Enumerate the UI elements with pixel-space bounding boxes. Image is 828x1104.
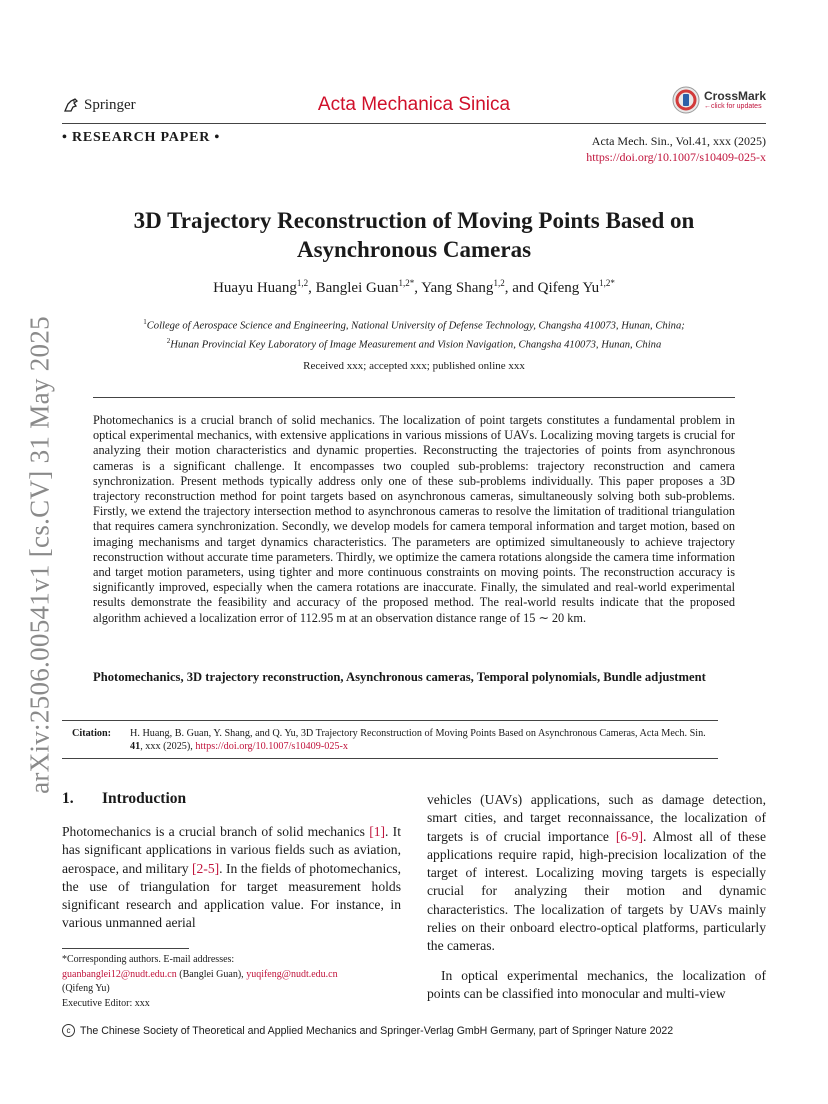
- received-dates: Received xxx; accepted xxx; published online xxx: [303, 360, 525, 372]
- arxiv-identifier: arXiv:2506.00541v1 [cs.CV] 31 May 2025: [24, 316, 55, 794]
- footnote-author-name: (Banglei Guan),: [176, 968, 247, 980]
- section-title: Introduction: [102, 790, 187, 807]
- affiliation-2-text: Hunan Provincial Key Laboratory of Image Measurement and Vision Navigation, Changsha 410073, Hunan, China: [170, 339, 662, 351]
- crossmark-subtitle: ←click for updates: [704, 103, 762, 110]
- citation-box: [72, 727, 716, 753]
- affiliation-1-number: 1: [143, 318, 147, 326]
- journal-reference: [440, 133, 766, 165]
- citation-text-year: , xxx (2025),: [140, 741, 196, 752]
- citation-bottom-divider: [62, 758, 718, 759]
- copyright-text: The Chinese Society of Theoretical and Applied Mechanics and Springer-Verlag GmbH Germany, part of Springer Nature 2022: [80, 1024, 674, 1037]
- reference-link[interactable]: [2-5]: [191, 860, 220, 876]
- affiliation-2-number: 2: [166, 336, 171, 345]
- header-divider: [62, 123, 766, 124]
- author-name: Banglei Guan: [315, 280, 399, 296]
- author-name: Huayu Huang: [213, 280, 297, 296]
- copyright-line: [62, 1024, 673, 1037]
- paragraph-text: . In the fields of photomechanics, the use of triangulation for target measurement holds significant research and application value. For instance, in various unmanned aerial: [62, 860, 401, 931]
- citation-text-main: H. Huang, B. Guan, Y. Shang, and Q. Yu, 3D Trajectory Reconstruction of Moving Points Based on Asynchronous Cameras, Acta Mech. Sin.: [130, 728, 706, 739]
- author-affil: 1,2: [493, 278, 505, 288]
- citation-top-divider: [62, 720, 718, 721]
- affiliation-1-text: College of Aerospace Science and Engineering, National University of Defense Technology, Changsha 410073, Hunan, China;: [146, 320, 685, 332]
- section-label: • RESEARCH PAPER •: [62, 130, 221, 145]
- paragraph-text: . Almost all of these applications require rapid, high-precision localization of the target of interest. Localizing moving targets is especially crucial for analyzing their motion and dynamic characteristics. The localization of targets by UAVs mainly relies on their onboard electro-optical platforms, particularly the cameras.: [427, 828, 766, 954]
- citation-text: [130, 727, 716, 753]
- email-link[interactable]: guanbanglei12@nudt.edu.cn: [62, 968, 177, 980]
- paragraph-text: vehicles (UAVs) applications, such as damage detection, smart cities, and target reconnaissance, the localization of targets is of crucial importance: [427, 792, 766, 844]
- author-separator: ,: [414, 280, 422, 296]
- crossmark-icon: [672, 86, 700, 114]
- publisher-name: Springer: [84, 96, 136, 113]
- footnote-editor: Executive Editor: xxx: [62, 997, 150, 1009]
- intro-right-column: [427, 791, 766, 1003]
- paragraph: In optical experimental mechanics, the localization of points can be classified into monocular and multi-view: [427, 967, 766, 1001]
- author-affil: 1,2: [296, 278, 309, 288]
- section-heading: [62, 790, 186, 808]
- footnote: [62, 953, 401, 1011]
- footnote-emails: [62, 968, 401, 983]
- paragraph: [427, 791, 766, 956]
- copyright-icon: c: [62, 1024, 75, 1037]
- author-separator: , and: [504, 280, 538, 296]
- author-name: Yang Shang: [421, 280, 494, 296]
- crossmark-badge[interactable]: [672, 86, 766, 114]
- citation-volume: 41: [130, 741, 141, 752]
- reference-link[interactable]: [1]: [369, 824, 386, 839]
- author-separator: ,: [308, 280, 316, 296]
- footnote-divider: [62, 948, 189, 949]
- journal-volume: Acta Mech. Sin., Vol.41, xxx (2025): [591, 134, 766, 148]
- paper-title: [62, 206, 766, 264]
- doi-link[interactable]: https://doi.org/10.1007/s10409-025-x: [586, 150, 766, 164]
- title-line-2: Asynchronous Cameras: [296, 237, 532, 262]
- crossmark-title: CrossMark: [704, 89, 767, 103]
- author-affil: 1,2*: [398, 278, 415, 288]
- affiliation-2: [62, 334, 766, 353]
- author-list: [62, 278, 766, 297]
- journal-title: Acta Mechanica Sinica: [317, 94, 511, 115]
- affiliations: [62, 315, 766, 352]
- footnote-corresponding: *Corresponding authors. E-mail addresses:: [62, 954, 235, 965]
- affiliation-1: [62, 315, 766, 334]
- citation-label: Citation:: [72, 728, 112, 739]
- email-link[interactable]: yuqifeng@nudt.edu.cn: [246, 968, 338, 980]
- keywords: Photomechanics, 3D trajectory reconstruction, Asynchronous cameras, Temporal polynomials, Bundle adjustment: [93, 670, 706, 684]
- author-affil: 1,2*: [599, 278, 615, 288]
- section-number: 1.: [62, 790, 74, 807]
- abstract-divider: [93, 397, 735, 398]
- footnote-author-name: (Qifeng Yu): [62, 983, 110, 994]
- reference-link[interactable]: [6-9]: [615, 828, 644, 844]
- paragraph-text: . It has significant applications in various fields such as aviation, aerospace, and military: [62, 824, 401, 876]
- intro-left-column: [62, 823, 401, 933]
- citation-doi-link[interactable]: https://doi.org/10.1007/s10409-025-x: [195, 741, 349, 752]
- author-name: Qifeng Yu: [537, 280, 600, 296]
- paragraph-text: Photomechanics is a crucial branch of solid mechanics: [62, 824, 370, 839]
- title-line-1: 3D Trajectory Reconstruction of Moving Points Based on: [133, 208, 695, 233]
- abstract: Photomechanics is a crucial branch of solid mechanics. The localization of point targets constitutes a fundamental problem in optical experimental mechanics, with extensive applications in various missions of UAVs. Localizing moving targets is crucial for analyzing their motion characteristics and dynamic properties. Reconstructing the trajectories of points from asynchronous cameras is a significant challenge. It encompasses two coupled sub-problems: trajectory reconstruction and camera synchronization. Present methods typically address only one of these sub-problems individually. This paper proposes a 3D trajectory reconstruction method for point targets based on asynchronous cameras, simultaneously solving both sub-problems. Firstly, we extend the trajectory intersection method to asynchronous cameras to resolve the limitation of traditional triangulation that requires camera synchronization. Secondly, we develop models for camera temporal information and target motion, based on imaging mechanisms and target dynamics characteristics. The parameters are optimized simultaneously to achieve trajectory reconstruction without accurate time parameters. Thirdly, we optimize the camera rotations alongside the camera time information and target motion parameters, using tighter and more continuous constraints on moving points. The reconstruction accuracy is significantly improved, especially when the camera rotations are inaccurate. Finally, the simulated and real-world experimental results demonstrate the feasibility and accuracy of the proposed method. The real-world results indicate that the proposed algorithm achieved a localization error of 112.95 m at an observation distance range of 15 ∼ 20 km.: [93, 413, 735, 625]
